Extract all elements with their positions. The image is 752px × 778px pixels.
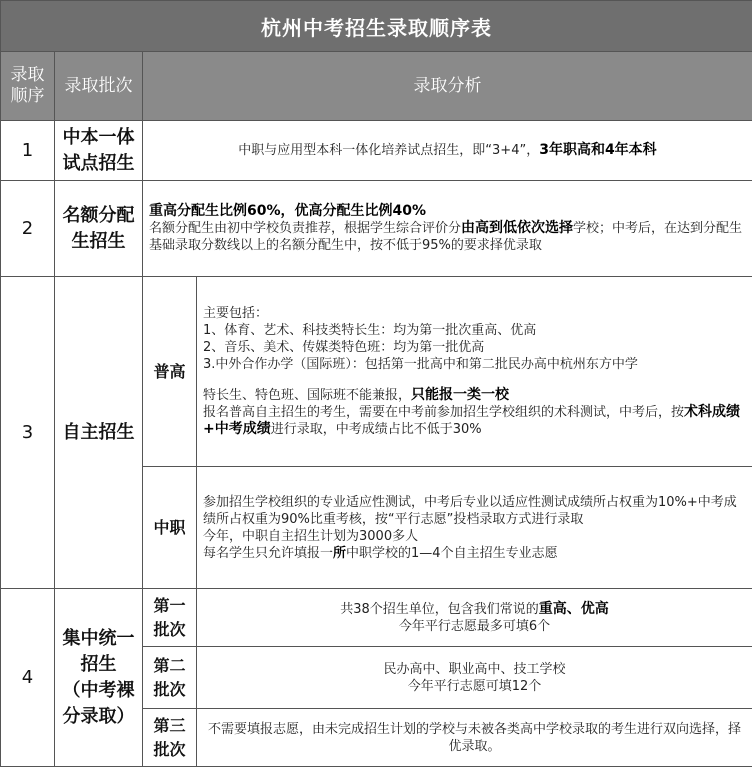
zhongzhi-line: 今年，中职自主招生计划为3000多人 bbox=[203, 528, 419, 544]
zhongzhi-analysis bbox=[197, 467, 752, 589]
table-title: 杭州中考招生录取顺序表 bbox=[1, 1, 752, 52]
sub-batch-first bbox=[143, 589, 197, 647]
header-batch: 录取批次 bbox=[55, 52, 143, 121]
table-row bbox=[1, 277, 752, 467]
batch-label: 中本一体试点招生 bbox=[62, 126, 135, 174]
row-order: 2 bbox=[1, 181, 55, 277]
putong-line: 2、音乐、美术、传媒类特色班：均为第一批优高 bbox=[203, 340, 485, 355]
putong-line: 主要包括： bbox=[203, 306, 269, 321]
second-batch-line: 今年平行志愿可填12个 bbox=[407, 678, 542, 694]
analysis-bold-line: 重高分配生比例60%，优高分配生比例40% bbox=[149, 203, 427, 219]
sub-label-line: 第二 bbox=[153, 655, 186, 675]
row-batch: 自主招生 bbox=[55, 277, 143, 589]
exam-highlight: 术科成绩+中考成绩 bbox=[203, 404, 741, 437]
table-row bbox=[1, 181, 752, 277]
third-batch-analysis: 不需要填报志愿，由未完成招生计划的学校与未被各类高中学校录取的考生进行双向选择，择优录取。 bbox=[197, 709, 752, 767]
row-analysis bbox=[143, 181, 752, 277]
exam-text-rest: 进行录取，中考成绩占比不低于30% bbox=[270, 422, 482, 437]
batch-label: 名额分配生招生 bbox=[62, 204, 135, 252]
zhongzhi-line: 参加招生学校组织的专业适应性测试，中考后专业以适应性测试成绩所占权重为10%+中考成绩所占权重为90%比重考核，按“平行志愿”投档录取方式进行录取 bbox=[203, 494, 737, 527]
analysis-text-rest: 学校；中考后，在达到分配生基础录取分数线以上的名额分配生中，按不低于95%的要求择优录取 bbox=[149, 221, 743, 253]
row-batch bbox=[55, 181, 143, 277]
zhongzhi-line bbox=[203, 545, 746, 562]
sub-label-line: 批次 bbox=[153, 679, 186, 699]
batch-line: 招生 bbox=[80, 653, 117, 675]
note-text: 特长生、特色班、国际班不能兼报， bbox=[203, 388, 412, 403]
sub-batch-putong: 普高 bbox=[143, 277, 197, 467]
row-batch bbox=[55, 121, 143, 181]
row-order: 3 bbox=[1, 277, 55, 589]
analysis-highlight: 由高到低依次选择 bbox=[461, 220, 574, 236]
row-order: 1 bbox=[1, 121, 55, 181]
sub-label-line: 第一 bbox=[153, 595, 186, 615]
exam-text: 报名普高自主招生的考生，需要在中考前参加招生学校组织的术科测试，中考后，按 bbox=[203, 405, 685, 420]
second-batch-analysis bbox=[197, 647, 752, 709]
sub-batch-second bbox=[143, 647, 197, 709]
row-analysis bbox=[143, 121, 752, 181]
batch-line: 分录取） bbox=[62, 705, 135, 727]
sub-label-line: 第三 bbox=[153, 715, 186, 735]
row-batch bbox=[55, 589, 143, 767]
putong-exam bbox=[203, 404, 746, 438]
line-text-rest: 中职学校的1—4个自主招生专业志愿 bbox=[346, 545, 558, 561]
row-order: 4 bbox=[1, 589, 55, 767]
line-highlight: 重高、优高 bbox=[538, 600, 609, 617]
putong-note bbox=[203, 387, 746, 404]
table-row bbox=[1, 589, 752, 647]
sub-batch-third bbox=[143, 709, 197, 767]
sub-label-line: 批次 bbox=[153, 739, 186, 759]
header-order bbox=[1, 52, 55, 121]
putong-line: 3.中外合作办学（国际班）：包括第一批高中和第二批民办高中杭州东方中学 bbox=[203, 357, 638, 372]
table-row bbox=[1, 121, 752, 181]
line-text: 每名学生只允许填报一 bbox=[203, 545, 334, 561]
batch-line: 集中统一 bbox=[62, 627, 135, 649]
batch-line: （中考裸 bbox=[62, 679, 135, 701]
analysis-paragraph bbox=[149, 220, 746, 254]
line-highlight: 所 bbox=[333, 545, 347, 561]
putong-analysis bbox=[197, 277, 752, 467]
first-batch-line: 今年平行志愿最多可填6个 bbox=[398, 618, 551, 634]
sub-batch-zhongzhi: 中职 bbox=[143, 467, 197, 589]
header-order-label: 录取顺序 bbox=[10, 65, 45, 106]
note-highlight: 只能报一类一校 bbox=[411, 387, 510, 403]
second-batch-line: 民办高中、职业高中、技工学校 bbox=[383, 661, 566, 677]
analysis-text: 名额分配生由初中学校负责推荐，根据学生综合评价分 bbox=[149, 221, 462, 236]
line-text: 共38个招生单位，包含我们常说的 bbox=[340, 601, 539, 617]
analysis-highlight: 3年职高和4年本科 bbox=[539, 142, 657, 158]
first-batch-line bbox=[203, 601, 746, 618]
putong-line: 1、体育、艺术、科技类特长生：均为第一批次重高、优高 bbox=[203, 323, 537, 338]
analysis-text: 中职与应用型本科一体化培养试点招生，即“3+4”， bbox=[238, 143, 540, 158]
header-analysis: 录取分析 bbox=[143, 52, 752, 121]
sub-label-line: 批次 bbox=[153, 619, 186, 639]
first-batch-analysis bbox=[197, 589, 752, 647]
